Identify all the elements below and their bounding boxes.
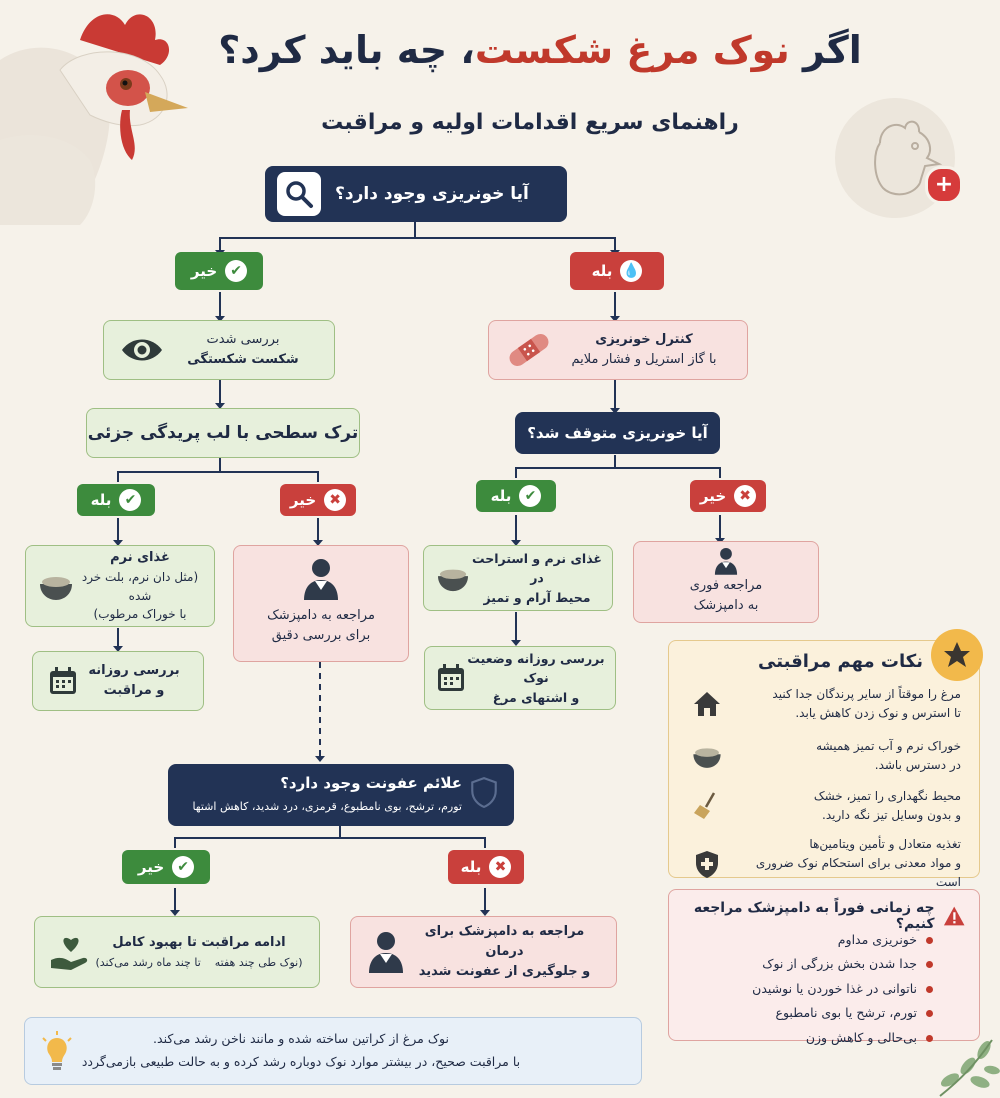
care-tip-1-line2: تا استرس و نوک زدن کاهش یابد. — [795, 706, 961, 721]
continue-care-line1: ادامه مراقبت تا بهبود کامل — [112, 935, 286, 951]
when-to-see-vet-title: چه زمانی فوراً به دامپزشک مراجعه کنیم؟ — [693, 900, 935, 932]
house-icon — [687, 688, 727, 720]
infection-no-pill — [122, 850, 210, 884]
care-tips-title: نکات مهم مراقبتی — [758, 651, 923, 672]
check-severity-detail: شکست شکستگی — [187, 352, 299, 367]
infection-symptoms: تورم، ترشح، بوی نامطبوع، قرمزی، درد شدید، کاهش اشتها — [192, 800, 462, 813]
infection-question-box — [168, 764, 514, 826]
check-severity-box — [103, 320, 335, 380]
list-item: جدا شدن بخش بزرگی از نوک — [689, 952, 917, 976]
care-tip-1-line1: مرغ را موقتاً از سایر پرندگان جدا کنید — [772, 687, 961, 701]
hen-illustration — [0, 0, 200, 225]
info-line1: نوک مرغ از کراتین ساخته شده و مانند ناخن رشد می‌کند. — [153, 1031, 449, 1046]
stopped-yes-label: بله — [490, 487, 512, 505]
list-item: تورم، ترشح یا بوی نامطبوع — [689, 1001, 917, 1025]
shield-icon — [687, 848, 727, 880]
bleeding-no-label: خیر — [190, 262, 218, 280]
infection-question-text: علائم عفونت وجود دارد؟ — [280, 774, 462, 792]
list-item: بی‌حالی و کاهش وزن — [689, 1026, 917, 1050]
when-to-see-vet-panel — [668, 889, 980, 1045]
x-icon: ✖ — [489, 856, 511, 878]
stopped-yes-pill — [476, 480, 556, 512]
bleeding-no-pill — [175, 252, 263, 290]
infection-no-label: خیر — [137, 858, 165, 876]
care-tip-2-line1: خوراک نرم و آب تمیز همیشه — [816, 739, 961, 753]
start-question-text: آیا خونریزی وجود دارد؟ — [335, 184, 529, 204]
care-tip-item — [687, 685, 961, 723]
crack-no-pill — [280, 484, 356, 516]
food-bowl-icon — [434, 563, 472, 593]
title-post: ، چه باید کرد؟ — [218, 28, 475, 72]
check-icon: ✔ — [119, 489, 141, 511]
daily-check-box — [32, 651, 204, 711]
care-tip-4-line2: و مواد معدنی برای استحکام نوک ضروری است — [755, 856, 961, 890]
eye-icon — [118, 332, 166, 368]
vet-check-line2: برای بررسی دقیق — [271, 628, 371, 644]
rest-line2: محیط آرام و تمیز — [483, 589, 591, 605]
soft-food-detail-1: (مثل دان نرم، بلت خرد شده — [81, 570, 199, 603]
vet-check-box — [233, 545, 409, 662]
calendar-icon — [435, 662, 467, 694]
care-tip-3-line2: و بدون وسایل تیز نگه دارید. — [822, 808, 961, 823]
list-item: ناتوانی در غذا خوردن یا نوشیدن — [689, 977, 917, 1001]
care-tip-3-line1: محیط نگهداری را تمیز، خشک — [813, 789, 961, 803]
chicken-first-aid-badge — [835, 98, 955, 218]
page-title — [200, 28, 880, 72]
control-bleeding-detail: با گاز استریل و فشار ملایم — [571, 352, 717, 367]
bleeding-stopped-question: آیا خونریزی متوقف شد؟ — [515, 412, 720, 454]
care-tip-item — [687, 787, 961, 825]
blood-drop-icon: 💧 — [620, 260, 642, 282]
care-tip-2-line2: در دسترس باشد. — [874, 758, 961, 773]
check-icon: ✔ — [225, 260, 247, 282]
when-to-see-vet-list — [689, 928, 939, 1050]
continue-care-box — [34, 916, 320, 988]
treat-infection-line2: و جلوگیری از عفونت شدید — [418, 964, 591, 980]
control-bleeding-box — [488, 320, 748, 380]
crack-no-label: خیر — [289, 491, 317, 509]
start-question-box — [265, 166, 567, 222]
check-severity-title: بررسی شدت — [206, 331, 280, 347]
treat-infection-line1: مراجعه به دامپزشک برای درمان — [424, 923, 585, 959]
crack-box: ترک سطحی با لب پریدگی جزئی — [86, 408, 360, 458]
control-bleeding-title: کنترل خونریزی — [595, 331, 693, 347]
care-tips-panel — [668, 640, 980, 890]
monitor-beak-line1: بررسی روزانه وضعیت نوک — [467, 650, 605, 686]
soft-food-box — [25, 545, 215, 627]
food-bowl-icon — [687, 740, 727, 772]
x-icon: ✖ — [734, 485, 756, 507]
infection-yes-label: بله — [460, 858, 482, 876]
list-item: خونریزی مداوم — [689, 928, 917, 952]
veterinarian-icon — [365, 929, 407, 975]
daily-check-line2: و مراقبت — [103, 683, 165, 698]
bleeding-yes-label: بله — [591, 262, 613, 280]
urgent-vet-line1: مراجعه فوری — [689, 578, 763, 593]
title-highlight: نوک مرغ شکست — [474, 28, 790, 72]
x-icon: ✖ — [324, 489, 346, 511]
stopped-no-label: خیر — [699, 487, 727, 505]
vet-check-line1: مراجعه به دامپزشک — [267, 608, 375, 623]
warning-icon — [943, 905, 965, 927]
check-icon: ✔ — [519, 485, 541, 507]
red-cross-icon: + — [925, 166, 963, 204]
food-bowl-icon — [36, 570, 76, 602]
info-line2: با مراقبت صحیح، در بیشتر موارد نوک دوباره رشد کرده و به حالت طبیعی بازمی‌گردد — [81, 1053, 521, 1069]
care-tip-item — [687, 737, 961, 775]
star-icon — [931, 629, 983, 681]
broom-icon — [687, 790, 727, 822]
veterinarian-icon — [712, 546, 740, 576]
search-icon — [277, 172, 321, 216]
daily-check-line1: بررسی روزانه — [88, 662, 180, 678]
soft-food-detail-2: با خوراک مرطوب) — [93, 607, 187, 622]
monitor-beak-line2: و اشتهای مرغ — [492, 689, 580, 705]
bandage-icon — [503, 328, 555, 372]
title-pre: اگر — [803, 28, 862, 72]
veterinarian-icon — [300, 556, 342, 602]
rest-line1: غذای نرم و استراحت در — [472, 550, 602, 586]
page-subtitle: راهنمای سریع اقدامات اولیه و مراقبت — [321, 110, 739, 135]
care-tip-4-line1: تغذیه متعادل و تأمین ویتامین‌ها — [809, 837, 961, 851]
stopped-no-pill — [690, 480, 766, 512]
crack-yes-label: بله — [90, 491, 112, 509]
shield-icon — [470, 776, 498, 808]
urgent-vet-box — [633, 541, 819, 623]
check-icon: ✔ — [172, 856, 194, 878]
monitor-beak-box — [424, 646, 616, 710]
care-tip-item — [687, 835, 961, 893]
bleeding-yes-pill — [570, 252, 664, 290]
soft-food-title: غذای نرم — [110, 550, 170, 566]
treat-infection-box — [350, 916, 617, 988]
calendar-icon — [47, 665, 79, 697]
urgent-vet-line2: به دامپزشک — [693, 598, 759, 614]
plant-leaves-decoration — [920, 1030, 1000, 1098]
continue-care-line2: (نوک طی چند هفته تا چند ماه رشد می‌کند) — [95, 955, 303, 969]
infection-yes-pill — [448, 850, 524, 884]
info-note-box — [24, 1017, 642, 1085]
heart-hand-icon — [49, 932, 93, 972]
crack-yes-pill — [77, 484, 155, 516]
rest-box — [423, 545, 613, 611]
